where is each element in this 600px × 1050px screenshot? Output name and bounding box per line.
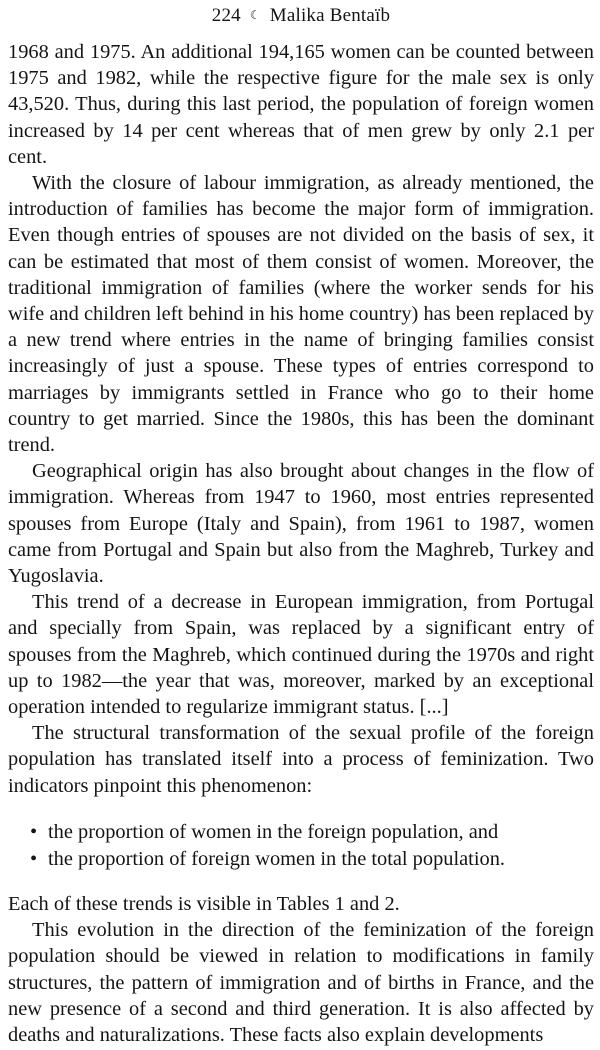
paragraph-4: This trend of a decrease in European immigration, from Portugal and specially from Spain, was replaced by a significant entry of spouses from the Maghreb, which continued during the 1970s and right up to 1982—the year that was, moreover, marked by an exceptional operation intended to regularize immigrant status. [...]	[8, 591, 594, 719]
list-item	[30, 819, 594, 846]
paragraph-1: 1968 and 1975. An additional 194,165 women can be counted between 1975 and 1982, while the respective figure for the male sex is only 43,520. Thus, during this last period, the population of foreign women increased by 14 per cent whereas that of men grew by only 2.1 per cent.	[8, 41, 594, 168]
paragraph-5: The structural transformation of the sexual profile of the foreign population has translated itself into a process of feminization. Two indicators pinpoint this phenomenon:	[8, 722, 594, 797]
page-number: 224	[211, 5, 241, 26]
book-page	[8, 0, 594, 1050]
running-head	[8, 4, 594, 27]
bullet-marker: •	[30, 820, 38, 843]
bullet-marker: •	[30, 847, 38, 870]
paragraph-6: Each of these trends is visible in Tables 1 and 2.	[8, 892, 400, 915]
list-item	[30, 846, 594, 873]
indicator-list	[8, 819, 594, 873]
paragraph-3: Geographical origin has also brought about changes in the flow of immigration. Whereas from 1947 to 1960, most entries represented spouses from Europe (Italy and Spain), from 1961 to 1987, women came from Portugal and Spain but also from the Maghreb, Turkey and Yugoslavia.	[8, 460, 594, 588]
list-item-text: the proportion of foreign women in the total population.	[48, 847, 505, 870]
author-name: Malika Bentaïb	[269, 5, 391, 26]
list-item-text: the proportion of women in the foreign population, and	[48, 820, 499, 843]
paragraph-7: This evolution in the direction of the feminization of the foreign population should be viewed in relation to modifications in family structures, the pattern of immigration and of births in France, and the new presence of a second and third generation. It is also affected by deaths and naturalizations. These facts also explain developments	[8, 919, 594, 1046]
paragraph-2: With the closure of labour immigration, as already mentioned, the introduction of families has become the major form of immigration. Even though entries of spouses are not divided on the basis of sex, it can be estimated that most of them consist of women. Moreover, the traditional immigration of families (where the worker sends for his wife and children left behind in his home country) has been replaced by a new trend where entries in the name of bringing families consist increasingly of just a spouse. These types of entries correspond to marriages by immigrants settled in France who go to their home country to get married. Since the 1980s, this has been the dominant trend.	[8, 172, 594, 457]
crescent-ornament-icon: ☾	[249, 8, 261, 22]
